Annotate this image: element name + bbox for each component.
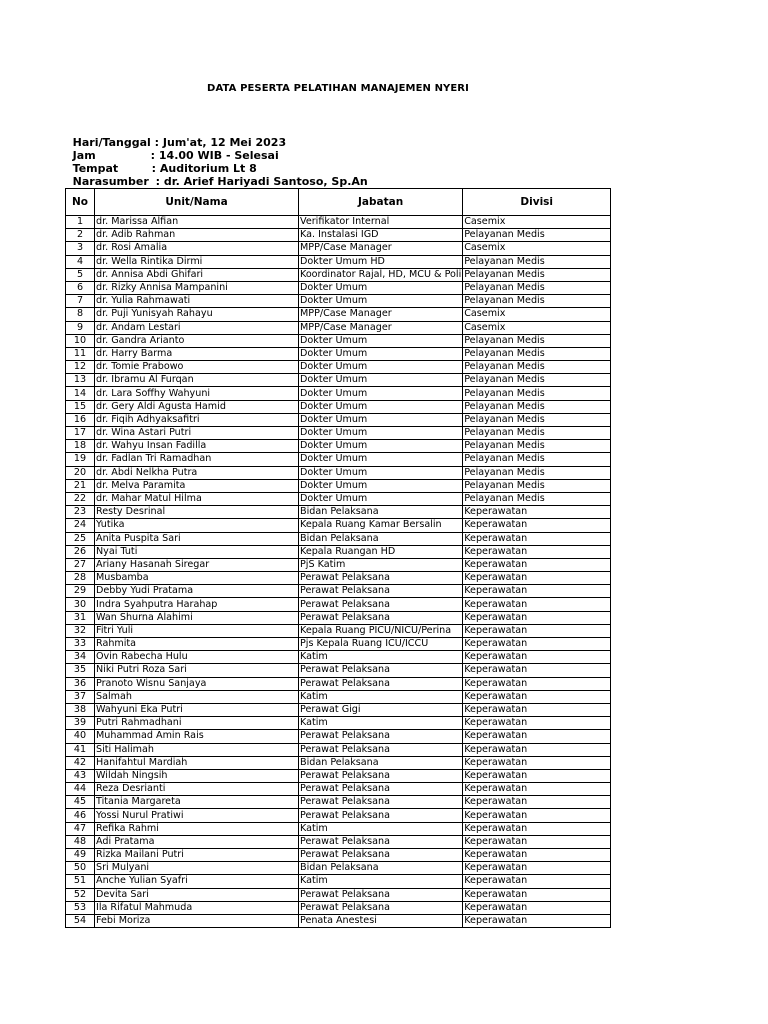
- cell-divisi: Keperawatan: [463, 611, 611, 624]
- cell-divisi: Keperawatan: [463, 624, 611, 637]
- cell-no: 5: [66, 268, 95, 281]
- table-row: [66, 255, 611, 268]
- cell-no: 34: [66, 651, 95, 664]
- cell-divisi: Keperawatan: [463, 809, 611, 822]
- cell-jabatan: Dokter Umum: [299, 466, 463, 479]
- cell-jabatan: Pjs Kepala Ruang ICU/ICCU: [299, 638, 463, 651]
- tempat-label: Tempat: [72, 162, 119, 175]
- cell-unit-nama: Musbamba: [95, 572, 299, 585]
- table-header-row: [66, 189, 611, 216]
- cell-jabatan: Ka. Instalasi IGD: [299, 229, 463, 242]
- cell-jabatan: Perawat Gigi: [299, 703, 463, 716]
- cell-no: 39: [66, 717, 95, 730]
- cell-jabatan: Katim: [299, 717, 463, 730]
- cell-unit-nama: Refika Rahmi: [95, 822, 299, 835]
- table-row: [66, 492, 611, 505]
- cell-jabatan: Dokter Umum: [299, 281, 463, 294]
- cell-unit-nama: Nyai Tuti: [95, 545, 299, 558]
- cell-divisi: Keperawatan: [463, 783, 611, 796]
- cell-divisi: Keperawatan: [463, 914, 611, 927]
- cell-no: 14: [66, 387, 95, 400]
- cell-no: 43: [66, 769, 95, 782]
- table-row: [66, 281, 611, 294]
- cell-no: 53: [66, 901, 95, 914]
- table-row: [66, 321, 611, 334]
- cell-unit-nama: Niki Putri Roza Sari: [95, 664, 299, 677]
- cell-divisi: Pelayanan Medis: [463, 387, 611, 400]
- cell-jabatan: Katim: [299, 822, 463, 835]
- table-row: [66, 717, 611, 730]
- cell-divisi: Casemix: [463, 242, 611, 255]
- cell-divisi: Pelayanan Medis: [463, 255, 611, 268]
- table-row: [66, 400, 611, 413]
- cell-no: 8: [66, 308, 95, 321]
- table-row: [66, 888, 611, 901]
- table-row: [66, 901, 611, 914]
- jam-value: : 14.00 WIB - Selesai: [150, 149, 279, 162]
- table-row: [66, 572, 611, 585]
- cell-divisi: Keperawatan: [463, 690, 611, 703]
- table-row: [66, 453, 611, 466]
- cell-divisi: Keperawatan: [463, 598, 611, 611]
- table-row: [66, 361, 611, 374]
- cell-no: 1: [66, 216, 95, 229]
- table-row: [66, 769, 611, 782]
- cell-divisi: Keperawatan: [463, 835, 611, 848]
- cell-divisi: Pelayanan Medis: [463, 440, 611, 453]
- cell-jabatan: Kepala Ruangan HD: [299, 545, 463, 558]
- cell-divisi: Pelayanan Medis: [463, 453, 611, 466]
- cell-unit-nama: Titania Margareta: [95, 796, 299, 809]
- cell-no: 44: [66, 783, 95, 796]
- cell-no: 40: [66, 730, 95, 743]
- cell-no: 29: [66, 585, 95, 598]
- cell-unit-nama: Reza Desrianti: [95, 783, 299, 796]
- cell-unit-nama: Wahyuni Eka Putri: [95, 703, 299, 716]
- table-row: [66, 374, 611, 387]
- cell-divisi: Keperawatan: [463, 638, 611, 651]
- cell-jabatan: MPP/Case Manager: [299, 242, 463, 255]
- table-row: [66, 743, 611, 756]
- cell-divisi: Keperawatan: [463, 875, 611, 888]
- cell-jabatan: Perawat Pelaksana: [299, 769, 463, 782]
- cell-jabatan: Dokter Umum: [299, 453, 463, 466]
- cell-no: 23: [66, 506, 95, 519]
- cell-jabatan: Katim: [299, 875, 463, 888]
- cell-unit-nama: Rahmita: [95, 638, 299, 651]
- cell-no: 54: [66, 914, 95, 927]
- cell-no: 7: [66, 295, 95, 308]
- cell-divisi: Keperawatan: [463, 901, 611, 914]
- table-row: [66, 914, 611, 927]
- cell-unit-nama: Salmah: [95, 690, 299, 703]
- cell-jabatan: Bidan Pelaksana: [299, 756, 463, 769]
- cell-no: 18: [66, 440, 95, 453]
- cell-jabatan: Verifikator Internal: [299, 216, 463, 229]
- cell-unit-nama: dr. Tomie Prabowo: [95, 361, 299, 374]
- cell-no: 22: [66, 492, 95, 505]
- cell-unit-nama: dr. Annisa Abdi Ghifari: [95, 268, 299, 281]
- cell-unit-nama: dr. Adib Rahman: [95, 229, 299, 242]
- cell-jabatan: Bidan Pelaksana: [299, 532, 463, 545]
- cell-divisi: Keperawatan: [463, 651, 611, 664]
- table-row: [66, 334, 611, 347]
- cell-unit-nama: Muhammad Amin Rais: [95, 730, 299, 743]
- cell-divisi: Keperawatan: [463, 703, 611, 716]
- cell-divisi: Keperawatan: [463, 506, 611, 519]
- cell-jabatan: Dokter Umum: [299, 334, 463, 347]
- cell-divisi: Keperawatan: [463, 717, 611, 730]
- cell-divisi: Keperawatan: [463, 545, 611, 558]
- cell-jabatan: Perawat Pelaksana: [299, 743, 463, 756]
- table-row: [66, 387, 611, 400]
- cell-no: 11: [66, 347, 95, 360]
- cell-no: 24: [66, 519, 95, 532]
- table-row: [66, 466, 611, 479]
- table-row: [66, 624, 611, 637]
- cell-no: 12: [66, 361, 95, 374]
- table-row: [66, 242, 611, 255]
- cell-jabatan: Dokter Umum: [299, 492, 463, 505]
- cell-unit-nama: Ariany Hasanah Siregar: [95, 558, 299, 571]
- cell-no: 15: [66, 400, 95, 413]
- cell-jabatan: Perawat Pelaksana: [299, 572, 463, 585]
- cell-unit-nama: Ovin Rabecha Hulu: [95, 651, 299, 664]
- table-row: [66, 545, 611, 558]
- cell-unit-nama: dr. Gandra Arianto: [95, 334, 299, 347]
- narasumber-label: Narasumber: [72, 175, 149, 188]
- cell-no: 47: [66, 822, 95, 835]
- cell-divisi: Pelayanan Medis: [463, 400, 611, 413]
- cell-no: 30: [66, 598, 95, 611]
- cell-divisi: Keperawatan: [463, 862, 611, 875]
- cell-jabatan: Dokter Umum HD: [299, 255, 463, 268]
- cell-no: 51: [66, 875, 95, 888]
- cell-divisi: Keperawatan: [463, 532, 611, 545]
- cell-jabatan: Perawat Pelaksana: [299, 664, 463, 677]
- cell-jabatan: Dokter Umum: [299, 361, 463, 374]
- cell-unit-nama: Wan Shurna Alahimi: [95, 611, 299, 624]
- cell-no: 21: [66, 479, 95, 492]
- cell-divisi: Casemix: [463, 308, 611, 321]
- cell-unit-nama: Yossi Nurul Pratiwi: [95, 809, 299, 822]
- cell-jabatan: Perawat Pelaksana: [299, 611, 463, 624]
- cell-unit-nama: Fitri Yuli: [95, 624, 299, 637]
- cell-unit-nama: dr. Harry Barma: [95, 347, 299, 360]
- cell-jabatan: Dokter Umum: [299, 427, 463, 440]
- document-title: DATA PESERTA PELATIHAN MANAJEMEN NYERI: [207, 83, 469, 94]
- info-narasumber: [65, 162, 368, 188]
- table-row: [66, 862, 611, 875]
- jam-label: Jam: [72, 149, 96, 162]
- cell-unit-nama: dr. Wina Astari Putri: [95, 427, 299, 440]
- cell-unit-nama: Anche Yulian Syafri: [95, 875, 299, 888]
- cell-no: 10: [66, 334, 95, 347]
- cell-divisi: Pelayanan Medis: [463, 295, 611, 308]
- cell-unit-nama: dr. Gery Aldi Agusta Hamid: [95, 400, 299, 413]
- tempat-value: : Auditorium Lt 8: [151, 162, 257, 175]
- cell-jabatan: MPP/Case Manager: [299, 321, 463, 334]
- header-unit-nama: Unit/Nama: [95, 189, 299, 216]
- table-row: [66, 703, 611, 716]
- cell-no: 25: [66, 532, 95, 545]
- cell-jabatan: Kepala Ruang PICU/NICU/Perina: [299, 624, 463, 637]
- hari-value: : Jum'at, 12 Mei 2023: [154, 136, 287, 149]
- cell-divisi: Keperawatan: [463, 730, 611, 743]
- cell-divisi: Keperawatan: [463, 849, 611, 862]
- table-row: [66, 558, 611, 571]
- cell-no: 37: [66, 690, 95, 703]
- cell-no: 17: [66, 427, 95, 440]
- cell-no: 50: [66, 862, 95, 875]
- cell-jabatan: Perawat Pelaksana: [299, 901, 463, 914]
- cell-unit-nama: dr. Wella Rintika Dirmi: [95, 255, 299, 268]
- cell-divisi: Casemix: [463, 321, 611, 334]
- cell-jabatan: Perawat Pelaksana: [299, 677, 463, 690]
- cell-no: 45: [66, 796, 95, 809]
- cell-jabatan: Dokter Umum: [299, 413, 463, 426]
- cell-unit-nama: dr. Rizky Annisa Mampanini: [95, 281, 299, 294]
- narasumber-value: : dr. Arief Hariyadi Santoso, Sp.An: [155, 175, 368, 188]
- table-row: [66, 295, 611, 308]
- table-row: [66, 796, 611, 809]
- cell-divisi: Keperawatan: [463, 677, 611, 690]
- table-row: [66, 479, 611, 492]
- cell-no: 38: [66, 703, 95, 716]
- cell-no: 16: [66, 413, 95, 426]
- cell-unit-nama: Febi Moriza: [95, 914, 299, 927]
- cell-jabatan: Perawat Pelaksana: [299, 783, 463, 796]
- cell-jabatan: Dokter Umum: [299, 479, 463, 492]
- cell-no: 36: [66, 677, 95, 690]
- table-row: [66, 440, 611, 453]
- table-row: [66, 506, 611, 519]
- cell-unit-nama: Hanifahtul Mardiah: [95, 756, 299, 769]
- cell-divisi: Pelayanan Medis: [463, 334, 611, 347]
- cell-divisi: Keperawatan: [463, 822, 611, 835]
- cell-divisi: Pelayanan Medis: [463, 492, 611, 505]
- cell-unit-nama: Adi Pratama: [95, 835, 299, 848]
- cell-unit-nama: dr. Puji Yunisyah Rahayu: [95, 308, 299, 321]
- cell-unit-nama: Debby Yudi Pratama: [95, 585, 299, 598]
- cell-unit-nama: Ila Rifatul Mahmuda: [95, 901, 299, 914]
- cell-divisi: Keperawatan: [463, 572, 611, 585]
- hari-label: Hari/Tanggal: [72, 136, 151, 149]
- table-row: [66, 268, 611, 281]
- cell-jabatan: Perawat Pelaksana: [299, 796, 463, 809]
- table-row: [66, 229, 611, 242]
- cell-jabatan: MPP/Case Manager: [299, 308, 463, 321]
- cell-jabatan: Dokter Umum: [299, 374, 463, 387]
- table-row: [66, 532, 611, 545]
- cell-jabatan: Perawat Pelaksana: [299, 730, 463, 743]
- table-row: [66, 783, 611, 796]
- cell-jabatan: Katim: [299, 690, 463, 703]
- cell-unit-nama: Devita Sari: [95, 888, 299, 901]
- cell-unit-nama: dr. Ibramu Al Furqan: [95, 374, 299, 387]
- table-row: [66, 849, 611, 862]
- cell-jabatan: Penata Anestesi: [299, 914, 463, 927]
- cell-unit-nama: dr. Rosi Amalia: [95, 242, 299, 255]
- cell-no: 27: [66, 558, 95, 571]
- cell-no: 41: [66, 743, 95, 756]
- cell-unit-nama: dr. Melva Paramita: [95, 479, 299, 492]
- table-row: [66, 664, 611, 677]
- cell-no: 4: [66, 255, 95, 268]
- cell-no: 26: [66, 545, 95, 558]
- table-row: [66, 822, 611, 835]
- table-body: [66, 216, 611, 928]
- table-row: [66, 308, 611, 321]
- header-divisi: Divisi: [463, 189, 611, 216]
- cell-unit-nama: dr. Abdi Nelkha Putra: [95, 466, 299, 479]
- cell-unit-nama: dr. Lara Soffhy Wahyuni: [95, 387, 299, 400]
- cell-unit-nama: Rizka Mailani Putri: [95, 849, 299, 862]
- cell-no: 13: [66, 374, 95, 387]
- table-row: [66, 690, 611, 703]
- cell-no: 32: [66, 624, 95, 637]
- cell-divisi: Keperawatan: [463, 664, 611, 677]
- cell-unit-nama: dr. Mahar Matul Hilma: [95, 492, 299, 505]
- cell-divisi: Keperawatan: [463, 756, 611, 769]
- cell-no: 42: [66, 756, 95, 769]
- cell-divisi: Keperawatan: [463, 585, 611, 598]
- cell-divisi: Pelayanan Medis: [463, 361, 611, 374]
- cell-jabatan: Perawat Pelaksana: [299, 809, 463, 822]
- cell-unit-nama: dr. Fiqih Adhyaksafitri: [95, 413, 299, 426]
- cell-unit-nama: Yutika: [95, 519, 299, 532]
- cell-jabatan: Dokter Umum: [299, 387, 463, 400]
- cell-divisi: Pelayanan Medis: [463, 479, 611, 492]
- table-row: [66, 756, 611, 769]
- cell-no: 35: [66, 664, 95, 677]
- cell-no: 33: [66, 638, 95, 651]
- cell-no: 2: [66, 229, 95, 242]
- cell-no: 31: [66, 611, 95, 624]
- cell-no: 9: [66, 321, 95, 334]
- table-row: [66, 598, 611, 611]
- table-row: [66, 875, 611, 888]
- cell-unit-nama: dr. Wahyu Insan Fadilla: [95, 440, 299, 453]
- cell-jabatan: Koordinator Rajal, HD, MCU & Poli: [300, 268, 462, 280]
- table-row: [66, 730, 611, 743]
- cell-jabatan: PjS Katim: [299, 558, 463, 571]
- cell-jabatan: Perawat Pelaksana: [299, 598, 463, 611]
- cell-unit-nama: Indra Syahputra Harahap: [95, 598, 299, 611]
- table-row: [66, 835, 611, 848]
- cell-unit-nama: Putri Rahmadhani: [95, 717, 299, 730]
- table-row: [66, 585, 611, 598]
- cell-no: 3: [66, 242, 95, 255]
- header-jabatan: Jabatan: [299, 189, 463, 216]
- cell-jabatan: Dokter Umum: [299, 400, 463, 413]
- cell-unit-nama: Sri Mulyani: [95, 862, 299, 875]
- participant-table: [65, 188, 611, 928]
- cell-jabatan: Perawat Pelaksana: [299, 835, 463, 848]
- cell-divisi: Pelayanan Medis: [463, 374, 611, 387]
- cell-jabatan: Dokter Umum: [299, 347, 463, 360]
- cell-divisi: Pelayanan Medis: [463, 268, 611, 281]
- cell-unit-nama: Anita Puspita Sari: [95, 532, 299, 545]
- cell-no: 46: [66, 809, 95, 822]
- cell-no: 20: [66, 466, 95, 479]
- cell-unit-nama: dr. Fadlan Tri Ramadhan: [95, 453, 299, 466]
- cell-divisi: Casemix: [463, 216, 611, 229]
- cell-jabatan: Dokter Umum: [299, 440, 463, 453]
- cell-divisi: Pelayanan Medis: [463, 347, 611, 360]
- table-row: [66, 347, 611, 360]
- cell-divisi: Pelayanan Medis: [463, 229, 611, 242]
- cell-no: 6: [66, 281, 95, 294]
- table-row: [66, 413, 611, 426]
- table-row: [66, 216, 611, 229]
- cell-unit-nama: Pranoto Wisnu Sanjaya: [95, 677, 299, 690]
- cell-jabatan: Bidan Pelaksana: [299, 506, 463, 519]
- cell-no: 48: [66, 835, 95, 848]
- cell-no: 49: [66, 849, 95, 862]
- cell-divisi: Keperawatan: [463, 558, 611, 571]
- cell-unit-nama: dr. Yulia Rahmawati: [95, 295, 299, 308]
- cell-divisi: Keperawatan: [463, 743, 611, 756]
- table-row: [66, 651, 611, 664]
- table-row: [66, 519, 611, 532]
- cell-unit-nama: dr. Marissa Alfian: [95, 216, 299, 229]
- cell-jabatan: Bidan Pelaksana: [299, 862, 463, 875]
- table-row: [66, 638, 611, 651]
- header-no: No: [66, 189, 95, 216]
- table-row: [66, 611, 611, 624]
- cell-jabatan: Perawat Pelaksana: [299, 849, 463, 862]
- cell-jabatan: Katim: [299, 651, 463, 664]
- cell-jabatan: Perawat Pelaksana: [299, 585, 463, 598]
- cell-unit-nama: Siti Halimah: [95, 743, 299, 756]
- cell-no: 19: [66, 453, 95, 466]
- cell-unit-nama: Wildah Ningsih: [95, 769, 299, 782]
- cell-unit-nama: Resty Desrinal: [95, 506, 299, 519]
- cell-divisi: Keperawatan: [463, 888, 611, 901]
- cell-divisi: Keperawatan: [463, 796, 611, 809]
- cell-jabatan: Kepala Ruang Kamar Bersalin: [299, 519, 463, 532]
- cell-divisi: Pelayanan Medis: [463, 413, 611, 426]
- cell-jabatan: Dokter Umum: [299, 295, 463, 308]
- cell-divisi: Pelayanan Medis: [463, 281, 611, 294]
- cell-no: 52: [66, 888, 95, 901]
- cell-jabatan: Perawat Pelaksana: [299, 888, 463, 901]
- cell-no: 28: [66, 572, 95, 585]
- cell-unit-nama: dr. Andam Lestari: [95, 321, 299, 334]
- table-row: [66, 677, 611, 690]
- table-row: [66, 427, 611, 440]
- cell-divisi: Keperawatan: [463, 769, 611, 782]
- table-row: [66, 809, 611, 822]
- cell-divisi: Pelayanan Medis: [463, 466, 611, 479]
- cell-divisi: Keperawatan: [463, 519, 611, 532]
- cell-divisi: Pelayanan Medis: [463, 427, 611, 440]
